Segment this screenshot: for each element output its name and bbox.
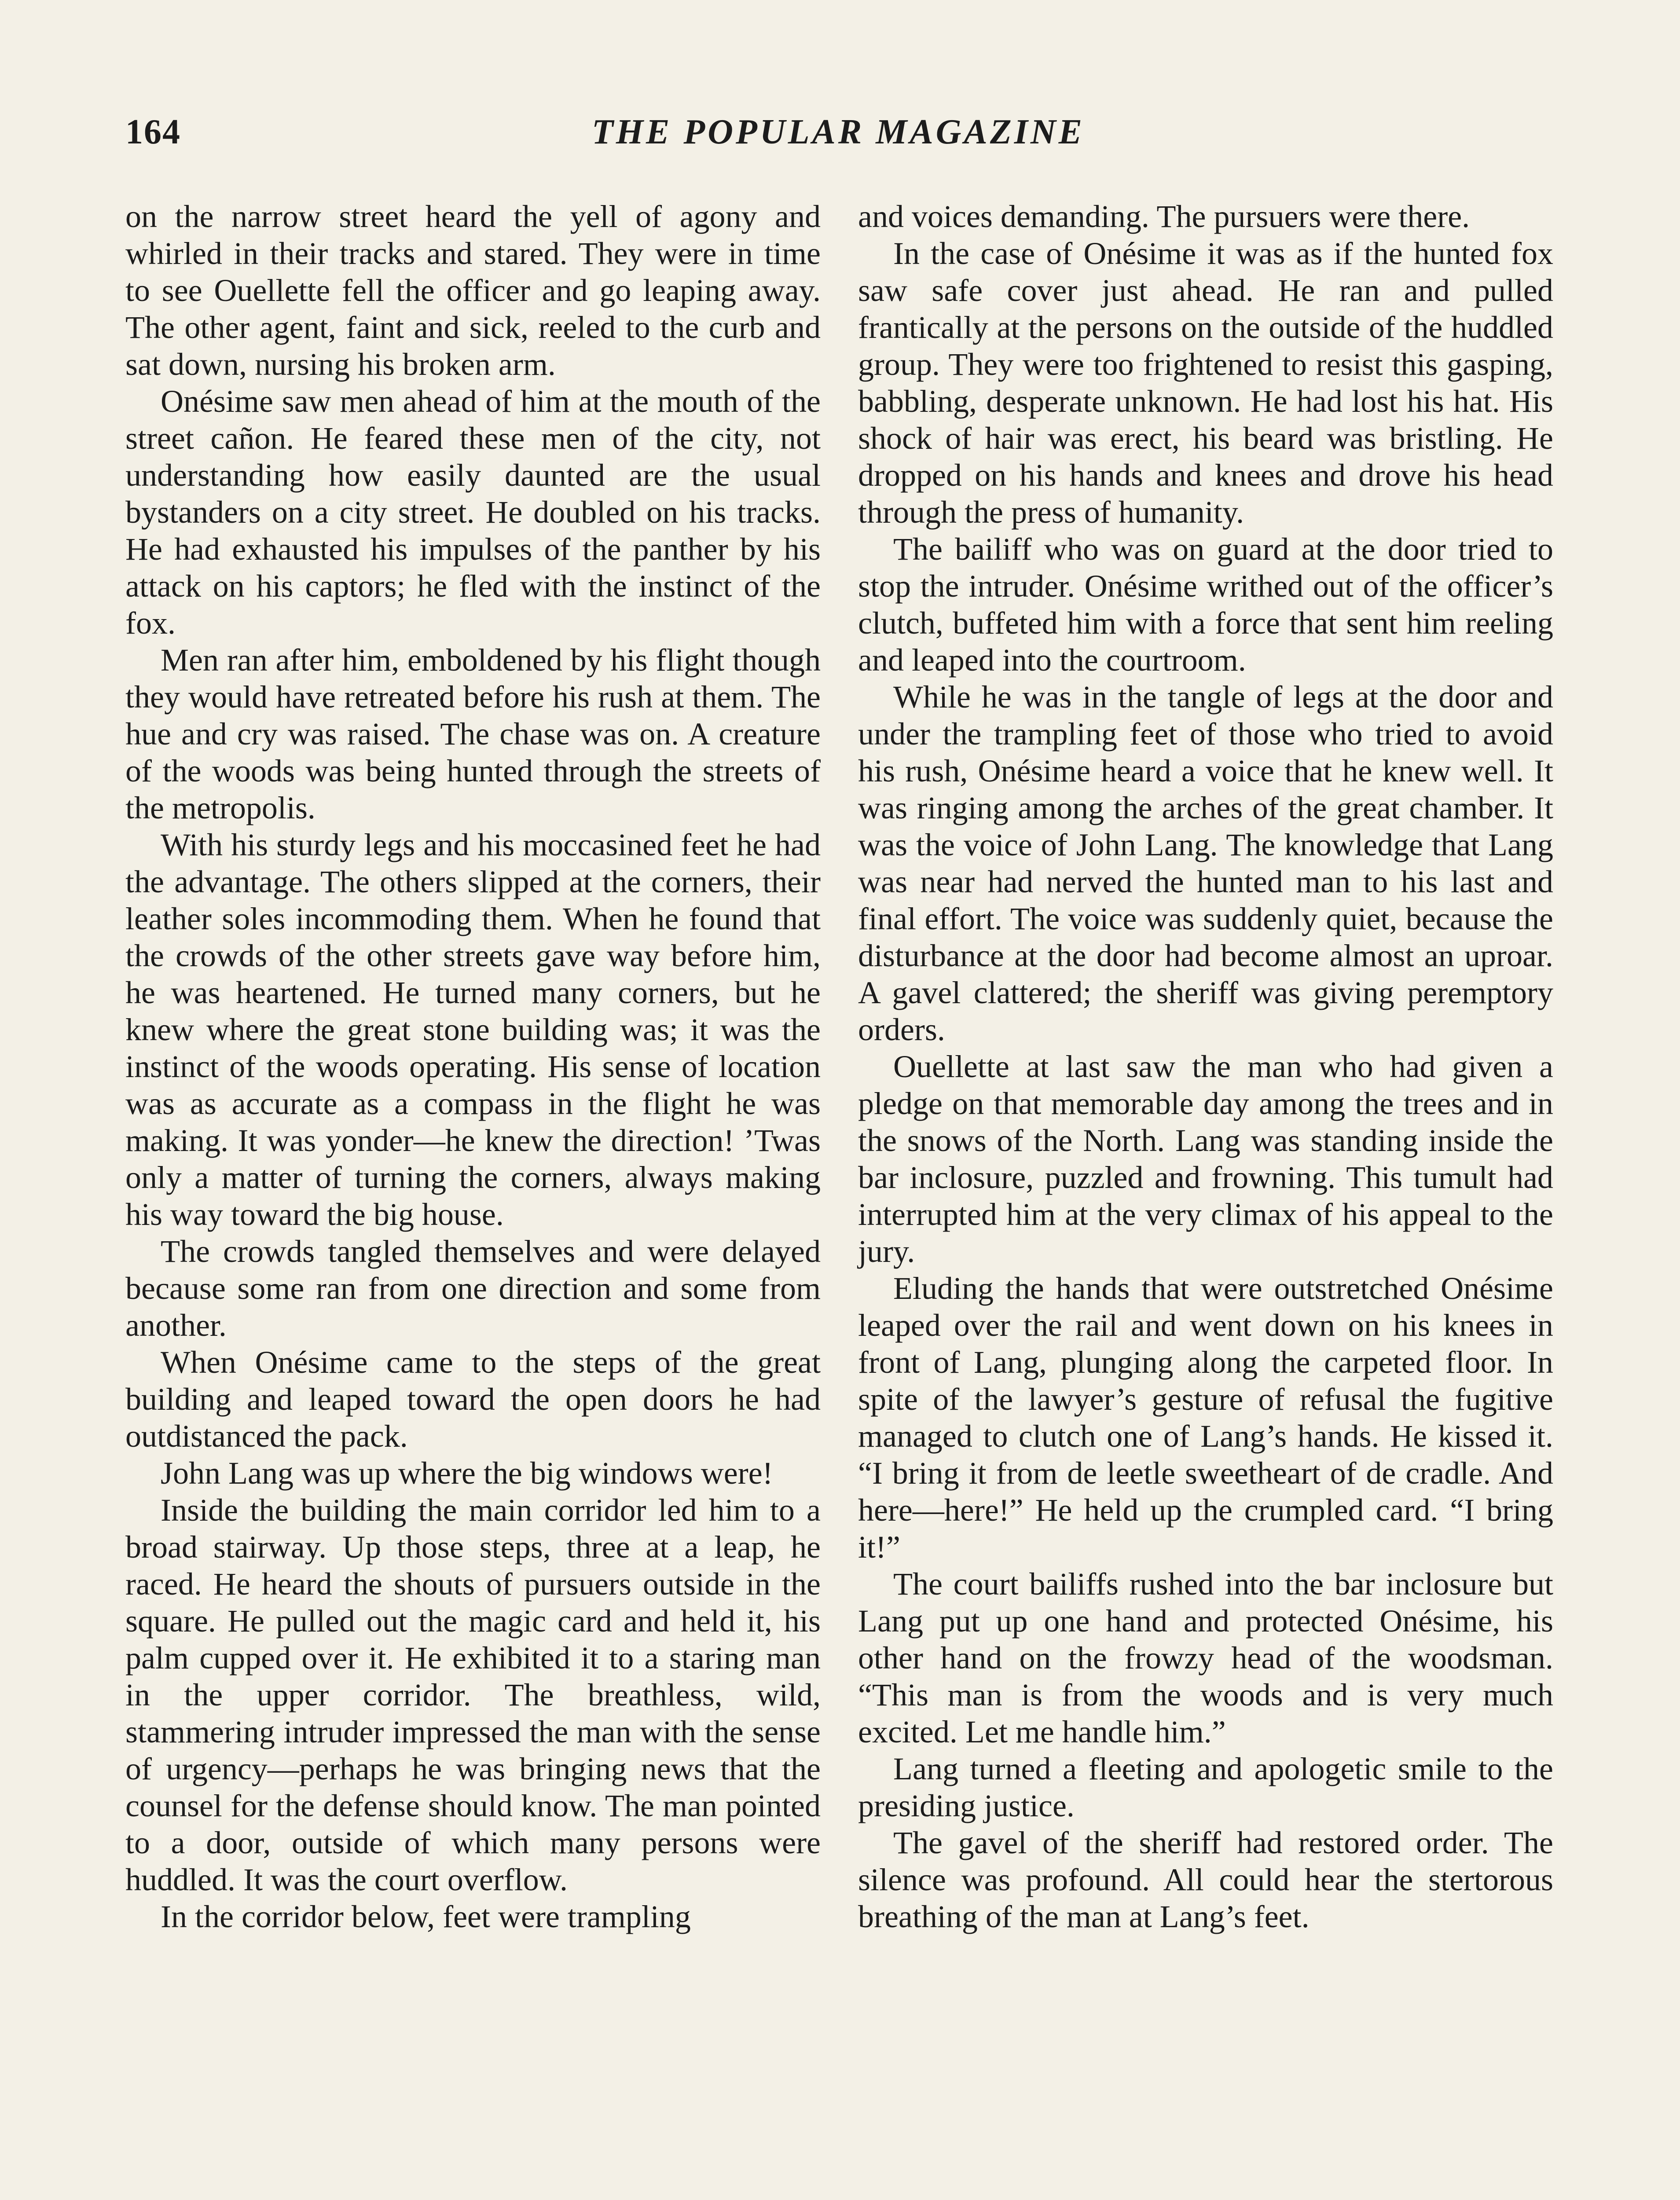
paragraph: The bailiff who was on guard at the door tried to stop the intruder. Onésime writhed out of the officer’s clutch, buffeted him with a force that sent him reeling and leaped into the courtroom. xyxy=(858,532,1553,678)
paragraph: Lang turned a fleeting and apologetic smile to the presiding justice. xyxy=(858,1751,1553,1823)
paragraph: While he was in the tangle of legs at the door and under the trampling feet of those who tried to avoid his rush, Onésime heard a voice that he knew well. It was ringing among the arches of the great chamber. It was the voice of John Lang. The knowledge that Lang was near had nerved the hunted man to his last and final effort. The voice was suddenly quiet, because the disturbance at the door had become almost an uproar. A gavel clattered; the sheriff was giving peremptory orders. xyxy=(858,679,1553,1047)
paragraph: on the narrow street heard the yell of agony and whirled in their tracks and stared. They were in time to see Ouellette fell the officer and go leaping away. The other agent, faint and sick, reeled to the curb and sat down, nursing his broken arm. xyxy=(125,199,821,382)
page-header xyxy=(125,112,1551,161)
paragraph: The court bailiffs rushed into the bar inclosure but Lang put up one hand and protected Onésime, his other hand on the frowzy head of the woodsman. “This man is from the woods and is very much excited. Let me handle him.” xyxy=(858,1566,1553,1749)
paragraph: and voices demanding. The pursuers were there. xyxy=(858,199,1470,234)
paragraph: Ouellette at last saw the man who had given a pledge on that memorable day among the trees and in the snows of the North. Lang was standing inside the bar inclosure, puzzled and frowning. This tumult had interrupted him at the very climax of his appeal to the jury. xyxy=(858,1049,1553,1269)
paragraph: Men ran after him, emboldened by his flight though they would have retreated before his rush at them. The hue and cry was raised. The chase was on. A creature of the woods was being hunted through the streets of the metropolis. xyxy=(125,642,821,825)
page-number: 164 xyxy=(125,113,181,151)
paragraph: When Onésime came to the steps of the great building and leaped toward the open doors he had outdistanced the pack. xyxy=(125,1345,821,1454)
paragraph: Inside the building the main corridor led him to a broad stairway. Up those steps, three at a leap, he raced. He heard the shouts of pursuers outside in the square. He pulled out the magic card and held it, his palm cupped over it. He exhibited it to a staring man in the upper corridor. The breathless, wild, stammering intruder impressed the man with the sense of urgency—perhaps he was bringing news that the counsel for the defense should know. The man pointed to a door, outside of which many persons were huddled. It was the court overflow. xyxy=(125,1492,821,1897)
left-column xyxy=(125,198,821,1935)
paragraph: With his sturdy legs and his moccasined feet he had the advantage. The others slipped at the corners, their leather soles incommoding them. When he found that the crowds of the other streets gave way before him, he was heartened. He turned many corners, but he knew where the great stone building was; it was the instinct of the woods operating. His sense of location was as accurate as a compass in the flight he was making. It was yonder—he knew the direction! ’Twas only a matter of turning the corners, always making his way toward the big house. xyxy=(125,827,821,1232)
paragraph: The gavel of the sheriff had restored order. The silence was profound. All could hear the stertorous breathing of the man at Lang’s feet. xyxy=(858,1825,1553,1934)
paragraph: Onésime saw men ahead of him at the mouth of the street cañon. He feared these men of the city, not understanding how easily daunted are the usual bystanders on a city street. He doubled on his tracks. He had exhausted his impulses of the panther by his attack on his captors; he fled with the instinct of the fox. xyxy=(125,384,821,641)
paragraph: The crowds tangled themselves and were delayed because some ran from one direction and some from another. xyxy=(125,1234,821,1343)
right-column xyxy=(858,198,1553,1935)
paragraph: Eluding the hands that were outstretched Onésime leaped over the rail and went down on his knees in front of Lang, plunging along the carpeted floor. In spite of the lawyer’s gesture of refusal the fugitive managed to clutch one of Lang’s hands. He kissed it. “I bring it from de leetle sweetheart of de cradle. And here—here!” He held up the crumpled card. “I bring it!” xyxy=(858,1271,1553,1565)
paragraph: John Lang was up where the big windows were! xyxy=(161,1456,773,1491)
paragraph: In the corridor below, feet were trampling xyxy=(161,1899,691,1934)
running-title: THE POPULAR MAGAZINE xyxy=(591,113,1085,151)
paragraph: In the case of Onésime it was as if the hunted fox saw safe cover just ahead. He ran and pulled frantically at the persons on the outside of the huddled group. They were too frightened to resist this gasping, babbling, desperate unknown. He had lost his hat. His shock of hair was erect, his beard was bristling. He dropped on his hands and knees and drove his head through the press of humanity. xyxy=(858,236,1553,530)
